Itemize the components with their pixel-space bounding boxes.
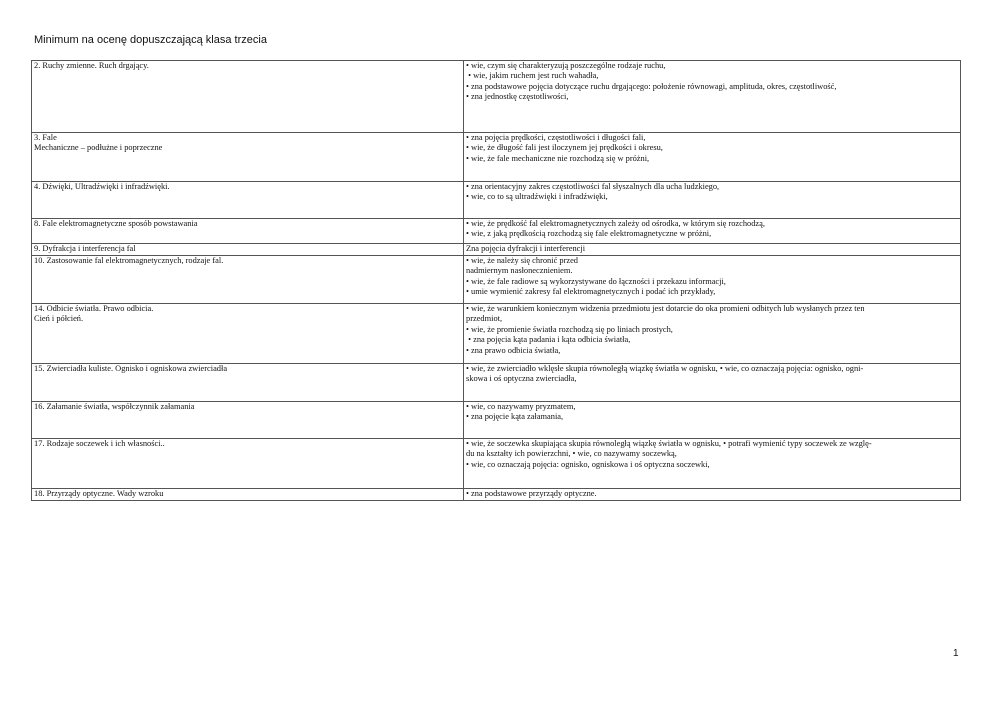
table-row xyxy=(32,304,961,364)
topic-cell xyxy=(32,304,464,364)
document-title: Minimum na ocenę dopuszczającą klasa trzecia xyxy=(34,34,267,46)
topic-text: 16. Załamanie światła, współczynnik załamania xyxy=(34,402,195,411)
requirement-text: • wie, co oznaczają pojęcia: ognisko, ogniskowa i oś optyczna soczewki, xyxy=(466,459,710,469)
requirements-cell xyxy=(464,402,961,439)
requirements-cell xyxy=(464,256,961,304)
table-row xyxy=(32,402,961,439)
topic-cell xyxy=(32,244,464,256)
requirement-text: • umie wymienić zakresy fal elektromagnetycznych i podać ich przykłady, xyxy=(466,287,716,297)
table-row xyxy=(32,364,961,402)
requirement-text: • wie, czym się charakteryzują poszczególne rodzaje ruchu, xyxy=(466,61,666,70)
requirements-cell xyxy=(464,182,961,219)
requirement-text: skowa i oś optyczna zwierciadła, xyxy=(466,374,577,384)
requirements-cell xyxy=(464,219,961,244)
requirement-text: • zna orientacyjny zakres częstotliwości fal słyszalnych dla ucha ludzkiego, xyxy=(466,182,720,191)
topic-cell xyxy=(32,61,464,133)
requirement-text: • wie, że fale mechaniczne nie rozchodzą się w próżni, xyxy=(466,153,650,163)
topic-cell xyxy=(32,219,464,244)
requirement-text: • wie, że długość fali jest iloczynem jej prędkości i okresu, xyxy=(466,143,663,153)
requirement-text: • zna pojęcia kąta padania i kąta odbicia światła, xyxy=(466,335,631,345)
requirement-text: • wie, co to są ultradźwięki i infradźwięki, xyxy=(466,192,608,202)
topic-cell xyxy=(32,256,464,304)
requirements-table xyxy=(31,60,961,501)
requirement-text: • wie, że zwierciadło wklęsłe skupia równoległą wiązkę światła w ognisku, • wie, co oznaczają pojęcia: ognisko, ogni- xyxy=(466,364,864,373)
requirement-text: • zna pojęcie kąta załamania, xyxy=(466,412,564,422)
page-number: 1 xyxy=(953,648,959,659)
requirements-cell xyxy=(464,364,961,402)
requirement-text: przedmiot, xyxy=(466,314,503,324)
requirement-text: • wie, co nazywamy pryzmatem, xyxy=(466,402,576,411)
topic-cell xyxy=(32,182,464,219)
topic-text: 3. Fale xyxy=(34,133,57,142)
topic-text: 14. Odbicie światła. Prawo odbicia. xyxy=(34,304,154,313)
requirements-cell xyxy=(464,244,961,256)
table-row xyxy=(32,439,961,489)
topic-cell xyxy=(32,489,464,501)
requirement-text: • zna pojęcia prędkości, częstotliwości i długości fali, xyxy=(466,133,646,142)
requirements-cell xyxy=(464,304,961,364)
table-row xyxy=(32,182,961,219)
requirement-text: • wie, jakim ruchem jest ruch wahadła, xyxy=(466,71,599,81)
table-row xyxy=(32,244,961,256)
requirement-text: • zna podstawowe przyrządy optyczne. xyxy=(466,489,597,498)
requirement-text: • wie, z jaką prędkością rozchodzą się fale elektromagnetyczne w próżni, xyxy=(466,229,712,239)
topic-text: 17. Rodzaje soczewek i ich własności.. xyxy=(34,439,165,448)
topic-cell xyxy=(32,439,464,489)
table-row xyxy=(32,61,961,133)
table-row xyxy=(32,256,961,304)
requirement-text: • wie, że soczewka skupiająca skupia równoległą wiązkę światła w ognisku, • potrafi wymienić typy soczewek ze wzglę- xyxy=(466,439,872,448)
table-row xyxy=(32,489,961,501)
topic-text: 9. Dyfrakcja i interferencja fal xyxy=(34,244,136,253)
requirement-text: • wie, że fale radiowe są wykorzystywane do łączności i przekazu informacji, xyxy=(466,276,726,286)
topic-text: 18. Przyrządy optyczne. Wady wzroku xyxy=(34,489,164,498)
requirement-text: du na kształty ich powierzchni, • wie, co nazywamy soczewką, xyxy=(466,449,677,459)
requirements-cell xyxy=(464,61,961,133)
topic-text: 4. Dźwięki, Ultradźwięki i infradźwięki. xyxy=(34,182,170,191)
requirement-text: Zna pojęcia dyfrakcji i interferencji xyxy=(466,244,586,253)
requirement-text: • wie, że należy się chronić przed xyxy=(466,256,578,265)
requirement-text: • zna podstawowe pojęcia dotyczące ruchu drgającego: położenie równowagi, amplituda, okres, częstotliwość, xyxy=(466,81,837,91)
requirement-text: • zna prawo odbicia światła, xyxy=(466,345,561,355)
requirements-cell xyxy=(464,489,961,501)
topic-text: 10. Zastosowanie fal elektromagnetycznych, rodzaje fal. xyxy=(34,256,224,265)
topic-cell xyxy=(32,364,464,402)
requirement-text: nadmiernym nasłonecznieniem. xyxy=(466,266,573,276)
requirement-text: • wie, że promienie światła rozchodzą się po liniach prostych, xyxy=(466,324,673,334)
requirement-text: • wie, że warunkiem koniecznym widzenia przedmiotu jest dotarcie do oka promieni odbitych lub wysłanych przez ten xyxy=(466,304,865,313)
requirements-cell xyxy=(464,133,961,182)
requirement-text: • zna jednostkę częstotliwości, xyxy=(466,92,569,102)
requirement-text: • wie, że prędkość fal elektromagnetycznych zależy od ośrodka, w którym się rozchodzą, xyxy=(466,219,765,228)
topic-text: Cień i półcień. xyxy=(34,314,84,324)
topic-cell xyxy=(32,133,464,182)
topic-text: 8. Fale elektromagnetyczne sposób powstawania xyxy=(34,219,198,228)
table-row xyxy=(32,133,961,182)
topic-text: 2. Ruchy zmienne. Ruch drgający. xyxy=(34,61,149,70)
topic-text: 15. Zwierciadła kuliste. Ognisko i ogniskowa zwierciadła xyxy=(34,364,228,373)
table-row xyxy=(32,219,961,244)
topic-cell xyxy=(32,402,464,439)
topic-text: Mechaniczne – podłużne i poprzeczne xyxy=(34,143,163,153)
requirements-cell xyxy=(464,439,961,489)
